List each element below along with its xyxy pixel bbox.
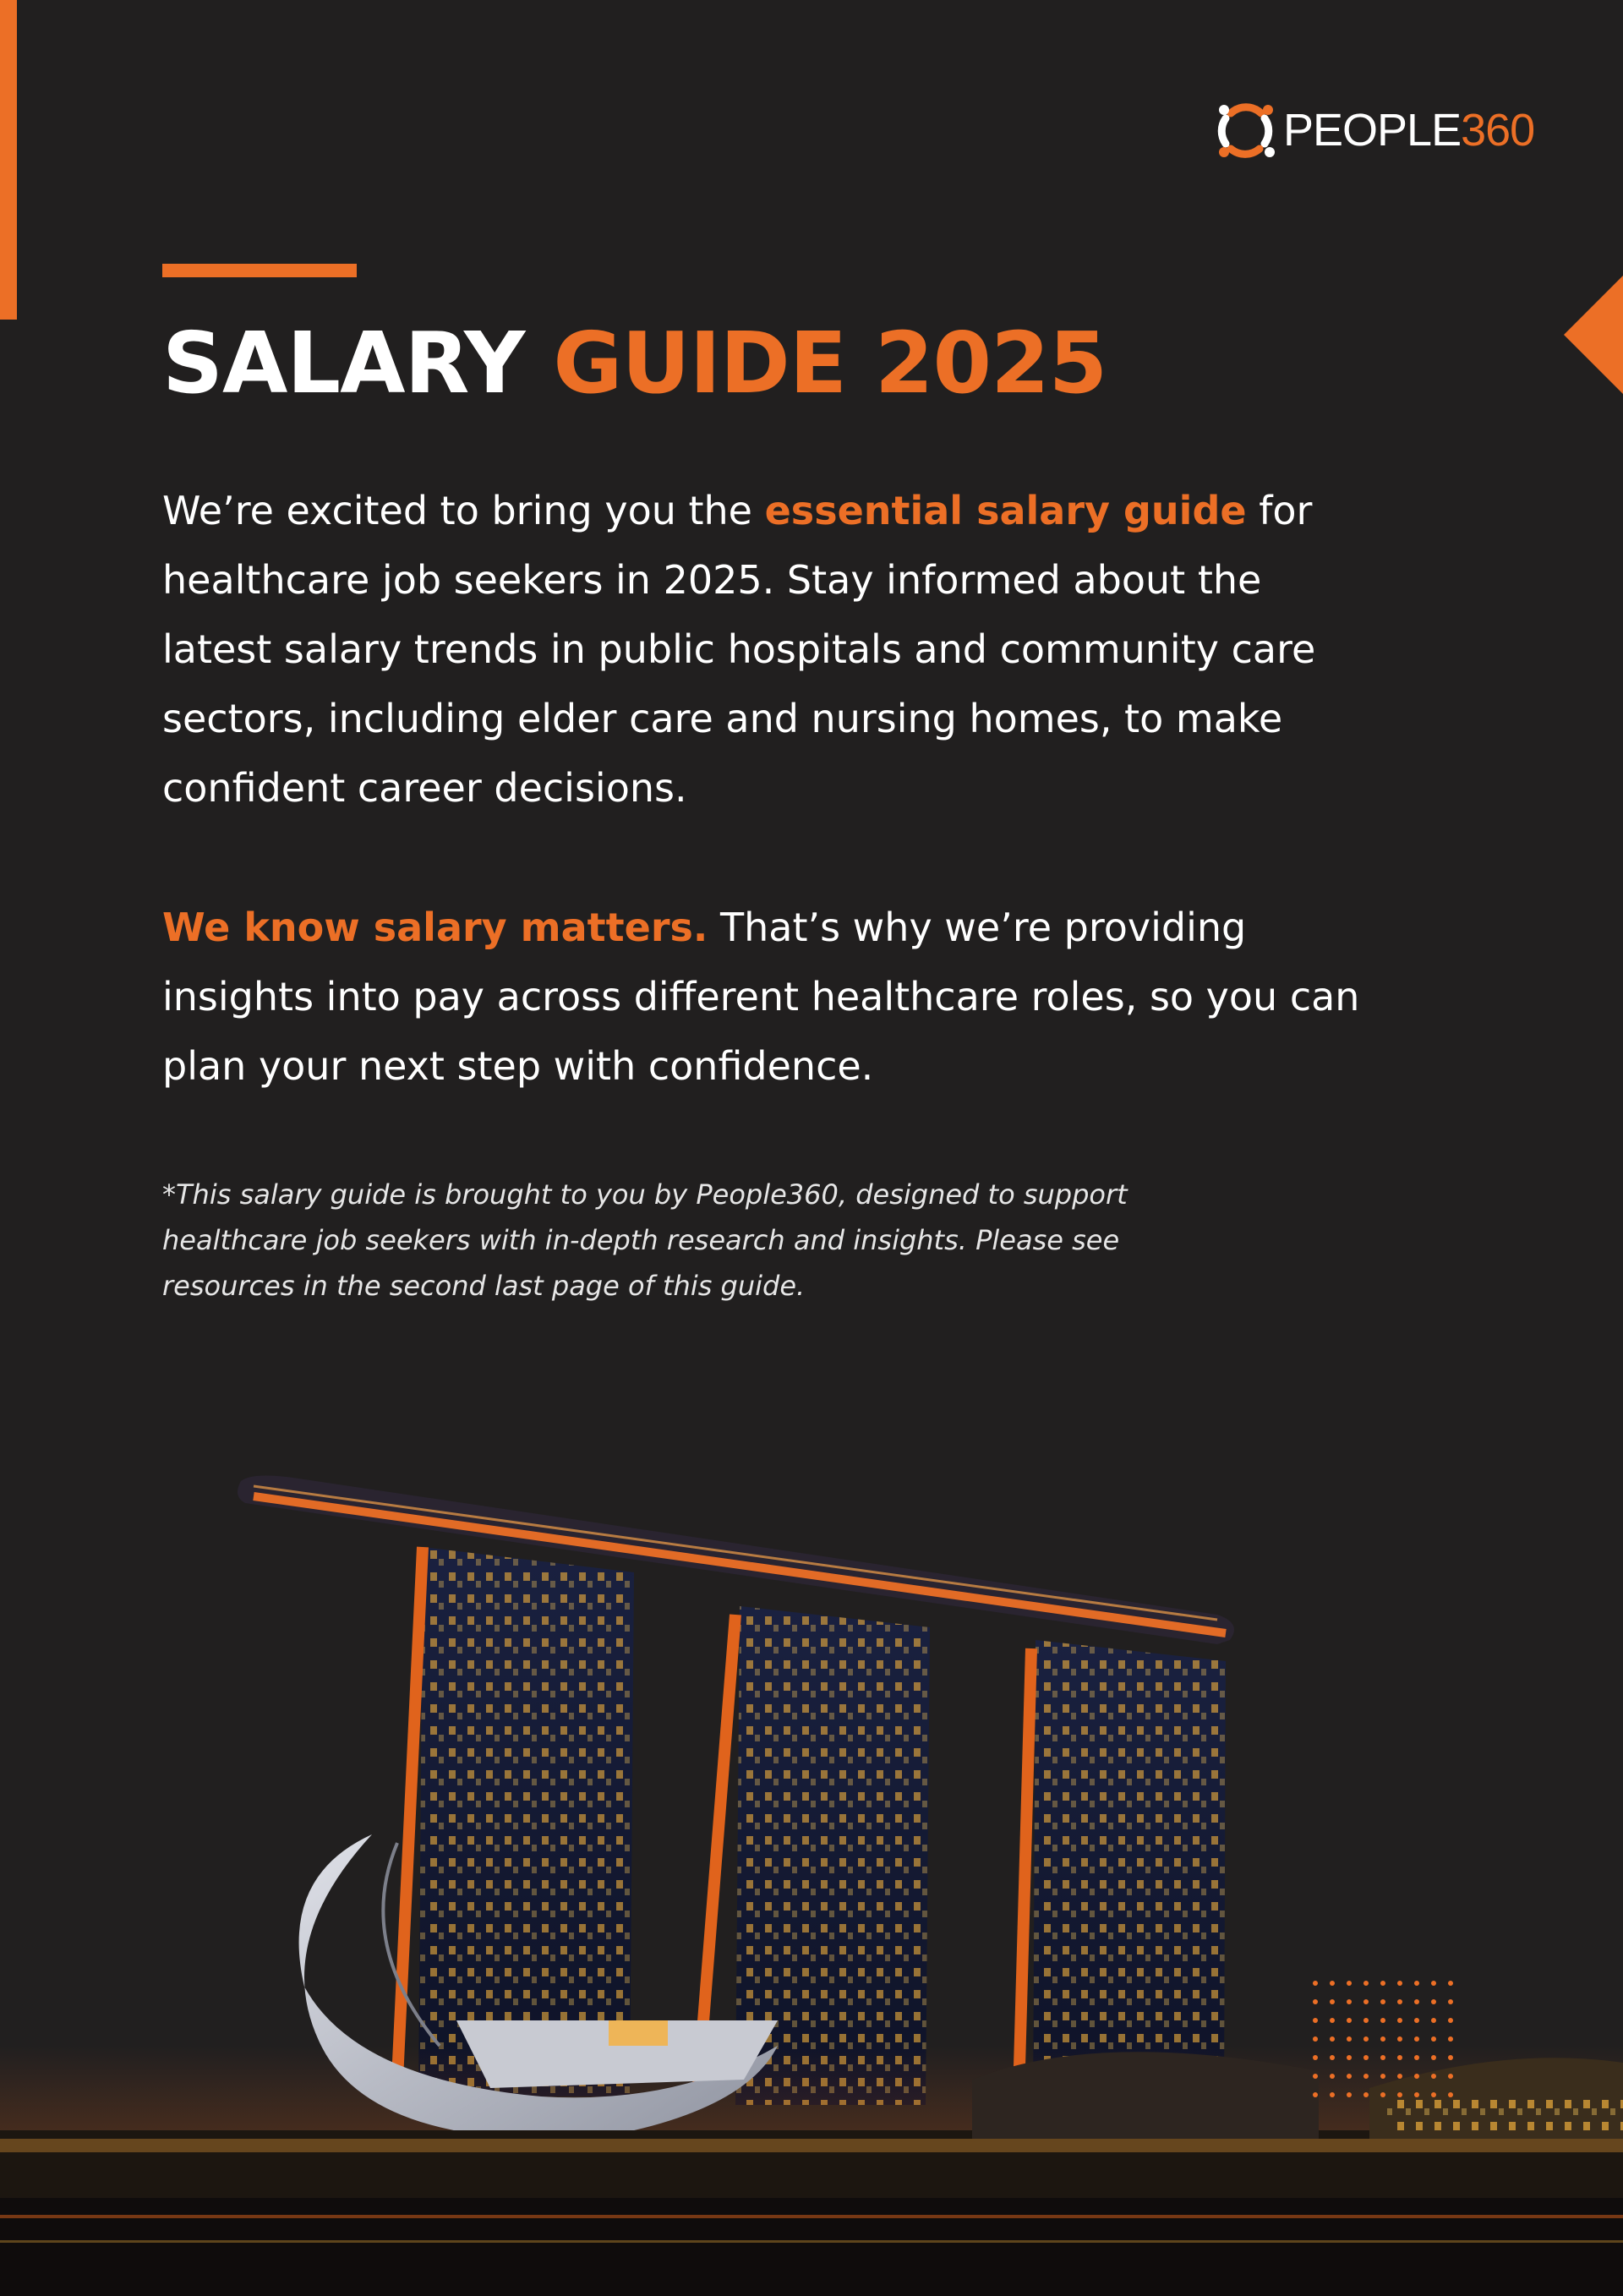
intro-text-after: for healthcare job seekers in 2025. Stay informed about the latest salary trends in public hospitals and community care sectors, including elder care and nursing homes, to make confident career decisions. — [162, 488, 1316, 811]
salary-matters-paragraph — [162, 893, 1380, 1101]
disclaimer-note: *This salary guide is brought to you by People360, designed to support healthcare job seekers with in-depth research and insights. Please see resources in the second last page of this guide. — [162, 1178, 1128, 1302]
people360-logo-icon — [1212, 96, 1280, 164]
intro-text-before: We’re excited to bring you the — [162, 488, 765, 533]
intro-highlight: essential salary guide — [764, 488, 1247, 533]
people360-logo-text — [1283, 104, 1534, 156]
intro-paragraph — [162, 476, 1380, 823]
logo-text-people: PEOPLE — [1283, 105, 1462, 156]
title-accent-bar — [162, 264, 357, 277]
accent-right-triangle — [1564, 276, 1623, 394]
logo-text-360: 360 — [1461, 105, 1535, 156]
tower-right — [1019, 1640, 1226, 2105]
accent-left-bar — [0, 0, 17, 320]
people360-logo — [1212, 96, 1534, 164]
tower-left — [397, 1547, 634, 2096]
title-guide-year: GUIDE 2025 — [553, 314, 1107, 413]
title-salary: SALARY — [162, 314, 525, 413]
page-title — [162, 313, 1107, 414]
marina-bay-sands-night-photo — [0, 1437, 1623, 2296]
salary-matters-text: That’s why we’re providing insights into pay across different healthcare roles, so you can plan your next step with confidence. — [162, 905, 1360, 1089]
salary-matters-highlight: We know salary matters. — [162, 905, 708, 950]
decorative-dot-grid — [1310, 1978, 1462, 2113]
